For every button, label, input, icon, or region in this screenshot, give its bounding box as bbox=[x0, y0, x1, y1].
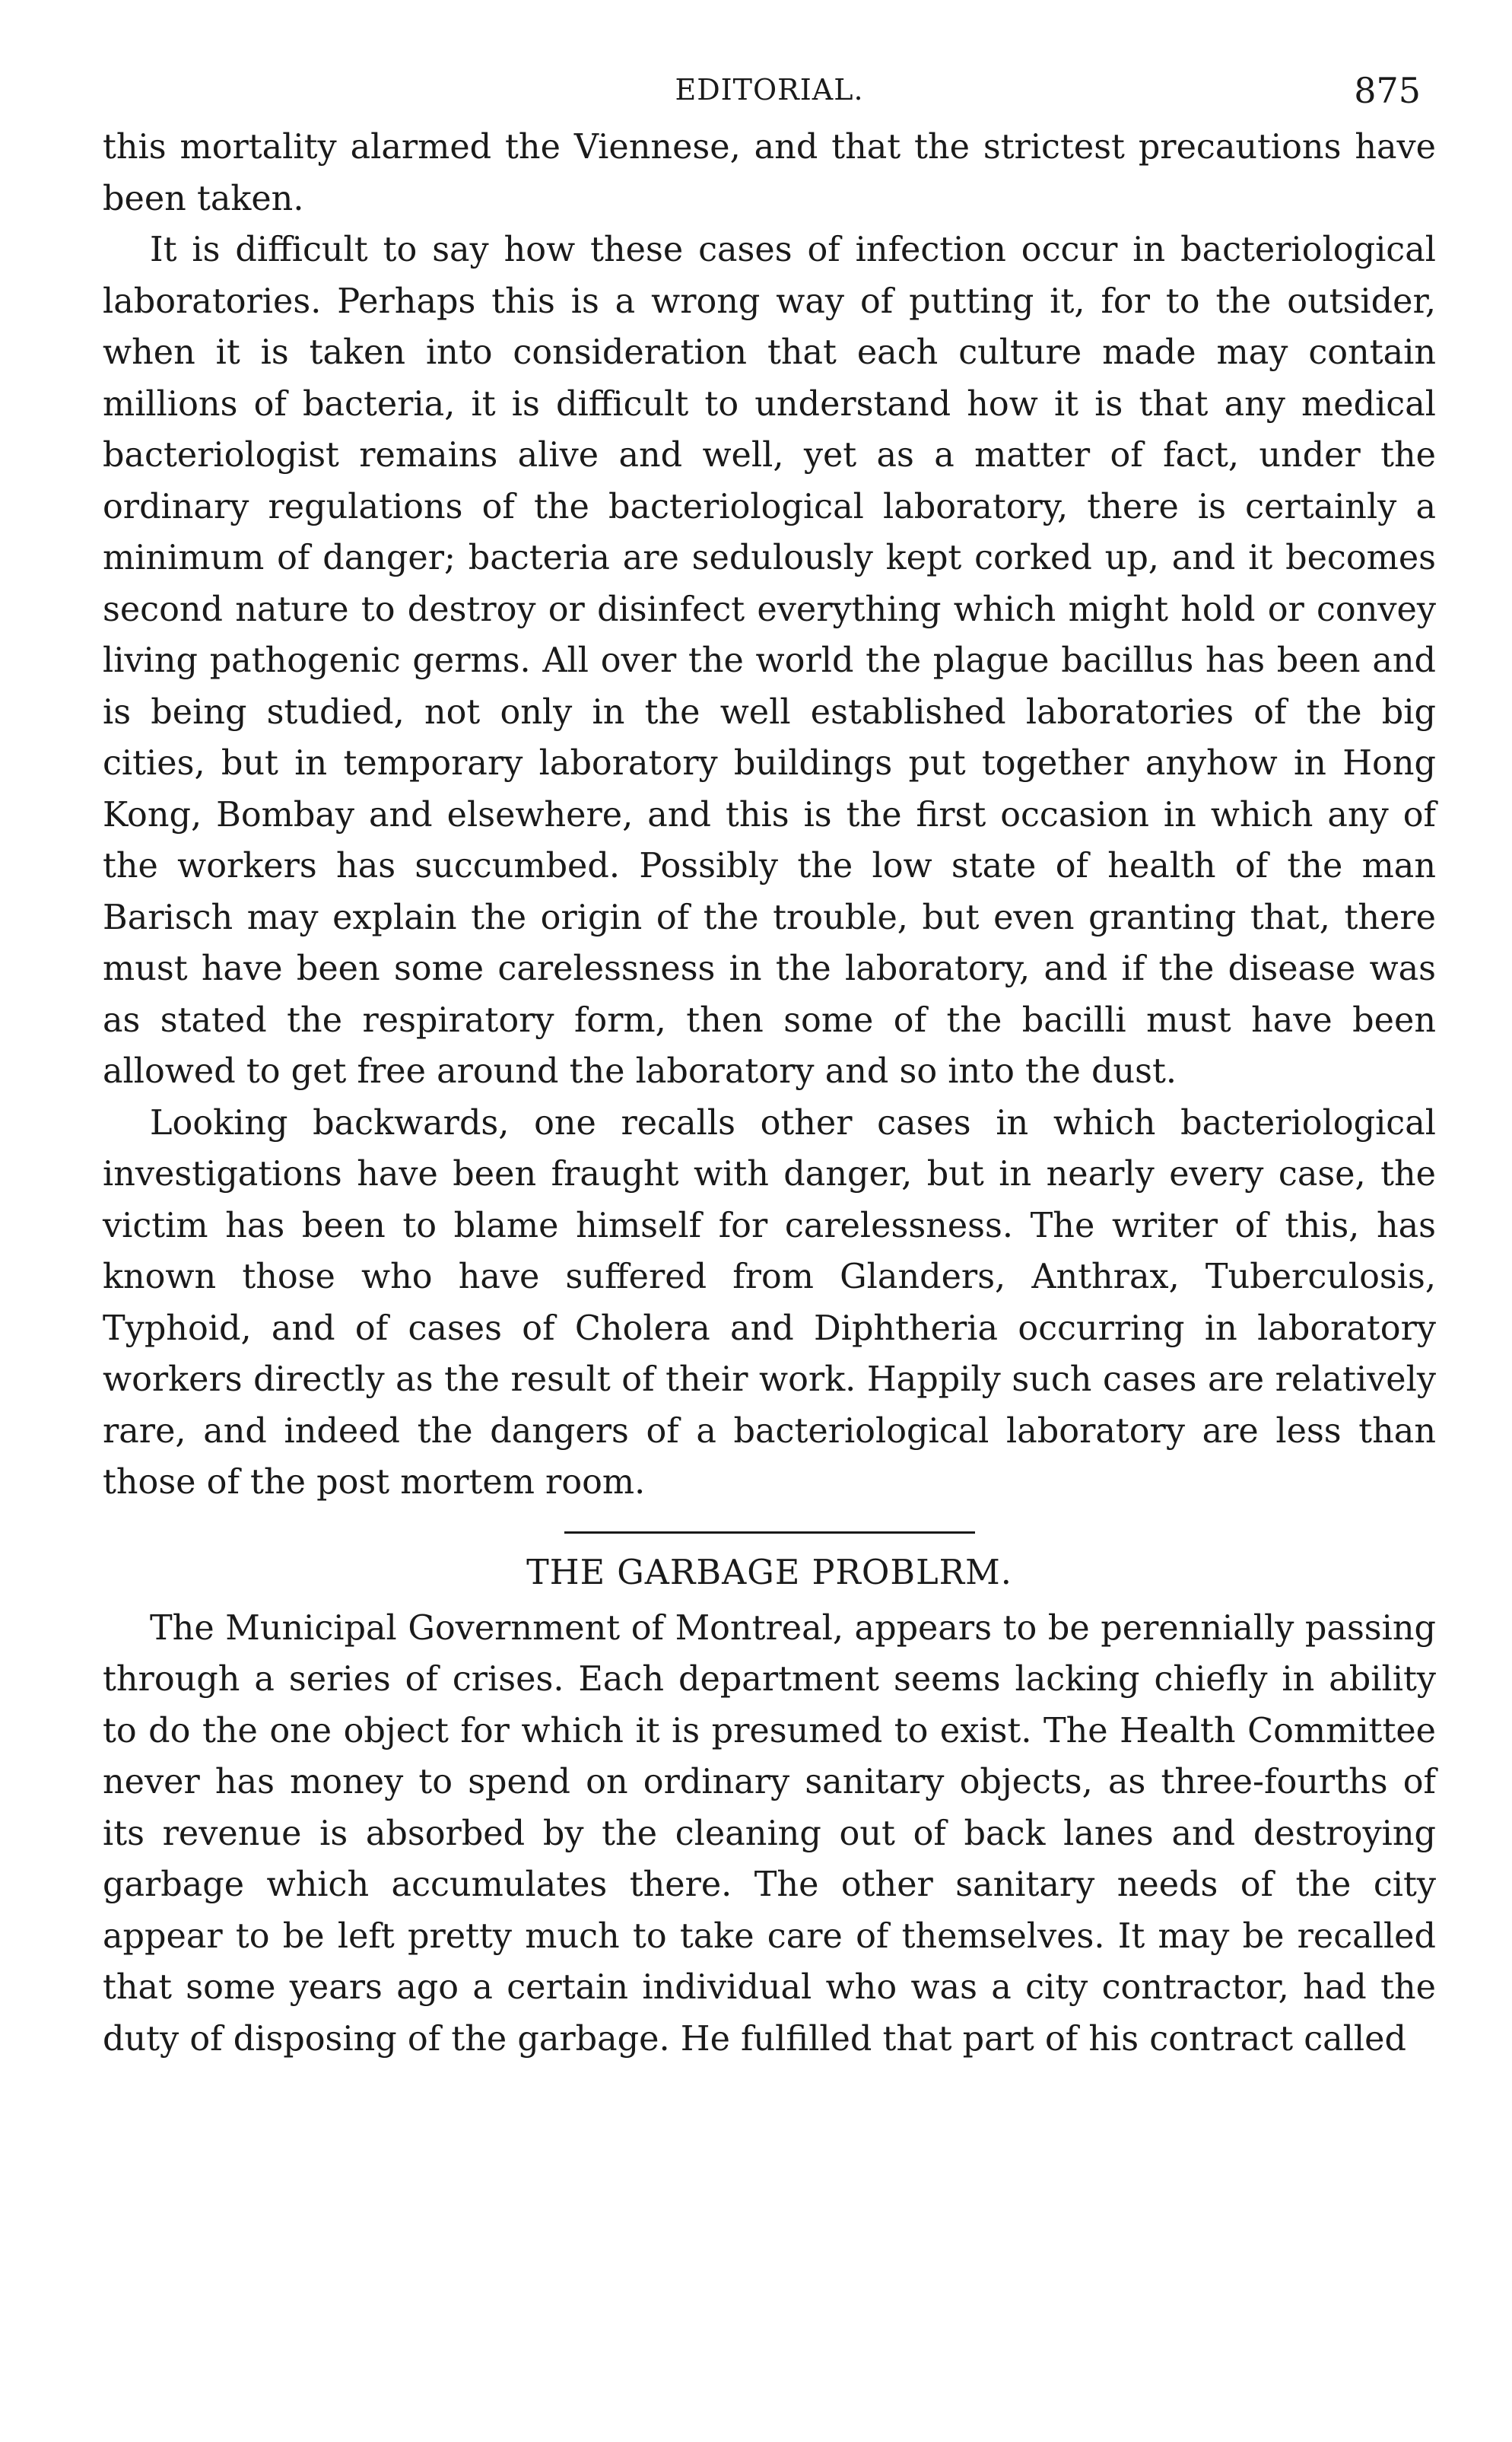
running-title: EDITORIAL. bbox=[675, 73, 864, 107]
paragraph: Looking backwards, one recalls other cases in which bacteriological investigations have been fraught with danger, but in nearly every case, the victim has been to blame himself for carelessness. The writer of this, has known those who have suffered from Glanders, Anthrax, Tuberculosis, Typhoid, and of cases of Cholera and Diphtheria occurring in laboratory workers directly as the result of their work. Happily such cases are relatively rare, and indeed the dangers of a bacteriological laboratory are less than those of the post mortem room. bbox=[103, 1103, 1436, 1502]
paragraph: The Municipal Government of Montreal, appears to be perennially passing through a series of crises. Each department seems lacking chiefly in ability to do the one object for which it is presumed to exist. The Health Committee never has money to spend on ordinary sanitary objects, as three-fourths of its revenue is absorbed by the cleaning out of back lanes and destroying garbage which accumulates there. The other sanitary needs of the city appear to be left pretty much to take care of themselves. It may be recalled that some years ago a certain individual who was a city contractor, had the duty of disposing of the garbage. He fulfilled that part of his contract called bbox=[103, 1608, 1436, 2059]
paragraph-continued: this mortality alarmed the Viennese, and that the strictest precautions have been taken. bbox=[103, 128, 1436, 218]
section-heading: THE GARBAGE PROBLRM. bbox=[526, 1553, 1012, 1592]
article-body bbox=[103, 122, 1436, 2065]
paragraph: It is difficult to say how these cases of infection occur in bacteriological laboratories. Perhaps this is a wrong way of putting it, for to the outsider, when it is taken into consideration that each culture made may contain millions of bacteria, it is difficult to understand how it is that any medical bacteriologist remains alive and well, yet as a matter of fact, under the ordinary regulations of the bacteriological laboratory, there is certainly a minimum of danger; bacteria are sedulously kept corked up, and it becomes second nature to destroy or disinfect everything which might hold or convey living pathogenic germs. All over the world the plague bacillus has been and is being studied, not only in the well established laboratories of the big cities, but in temporary laboratory buildings put together anyhow in Hong Kong, Bombay and elsewhere, and this is the first occasion in which any of the workers has succumbed. Possibly the low state of health of the man Barisch may explain the origin of the trouble, but even granting that, there must have been some carelessness in the laboratory, and if the disease was as stated the respiratory form, then some of the bacilli must have been allowed to get free around the laboratory and so into the dust. bbox=[103, 231, 1436, 1091]
section-divider bbox=[564, 1531, 975, 1534]
page-number: 875 bbox=[1354, 70, 1421, 111]
running-header bbox=[103, 0, 1436, 122]
